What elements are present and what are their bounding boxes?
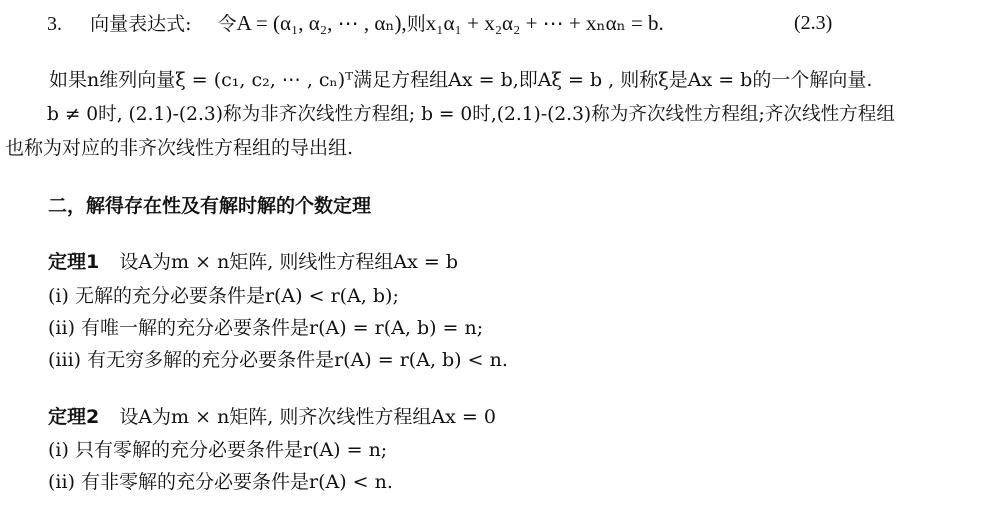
theorem2-statement: 设A为m × n矩阵, 则齐次线性方程组Ax = 0 (119, 406, 496, 428)
theorem1-statement-line (48, 249, 458, 275)
item-label: 向量表达式: (90, 13, 192, 35)
theorem1-item-ii: (ii) 有唯一解的充分必要条件是r(A) = r(A, b) = n; (48, 317, 484, 339)
theorem1-statement: 设A为m × n矩阵, 则线性方程组Ax = b (119, 251, 458, 273)
item-number: 3. (47, 13, 62, 35)
theorem2-statement-line (48, 404, 496, 430)
then-text: 则 (406, 13, 426, 35)
let-text: 令 (217, 13, 237, 35)
vector-definition: A = (α₁, α₂, ⋯ , αₙ), (236, 11, 407, 35)
vector-equation: x₁α₁ + x₂α₂ + ⋯ + xₙαₙ = b. (425, 11, 664, 35)
item3-line (47, 10, 664, 37)
theorem1-item-iii: (iii) 有无穷多解的充分必要条件是r(A) = r(A, b) < n. (48, 349, 508, 371)
paragraph-line-3: 也称为对应的非齐次线性方程组的导出组. (5, 137, 354, 159)
theorem2-label: 定理2 (48, 406, 100, 428)
theorem2-item-i: (i) 只有零解的充分必要条件是r(A) = n; (48, 439, 388, 461)
theorem1-item-i: (i) 无解的充分必要条件是r(A) < r(A, b); (48, 285, 399, 307)
paragraph-line-1: 如果n维列向量ξ = (c₁, c₂, ⋯ , cₙ)ᵀ满足方程组Ax = b,即Aξ = b , 则称ξ是Ax = b的一个解向量. (49, 69, 873, 91)
theorem1-label: 定理1 (48, 251, 100, 273)
equation-tag: (2.3) (794, 12, 833, 34)
section-heading: 二，解得存在性及有解时解的个数定理 (48, 195, 372, 217)
theorem2-item-ii: (ii) 有非零解的充分必要条件是r(A) < n. (48, 471, 393, 493)
paragraph-line-2: b ≠ 0时, (2.1)-(2.3)称为非齐次线性方程组; b = 0时,(2.1)-(2.3)称为齐次线性方程组;齐次线性方程组 (47, 104, 895, 125)
